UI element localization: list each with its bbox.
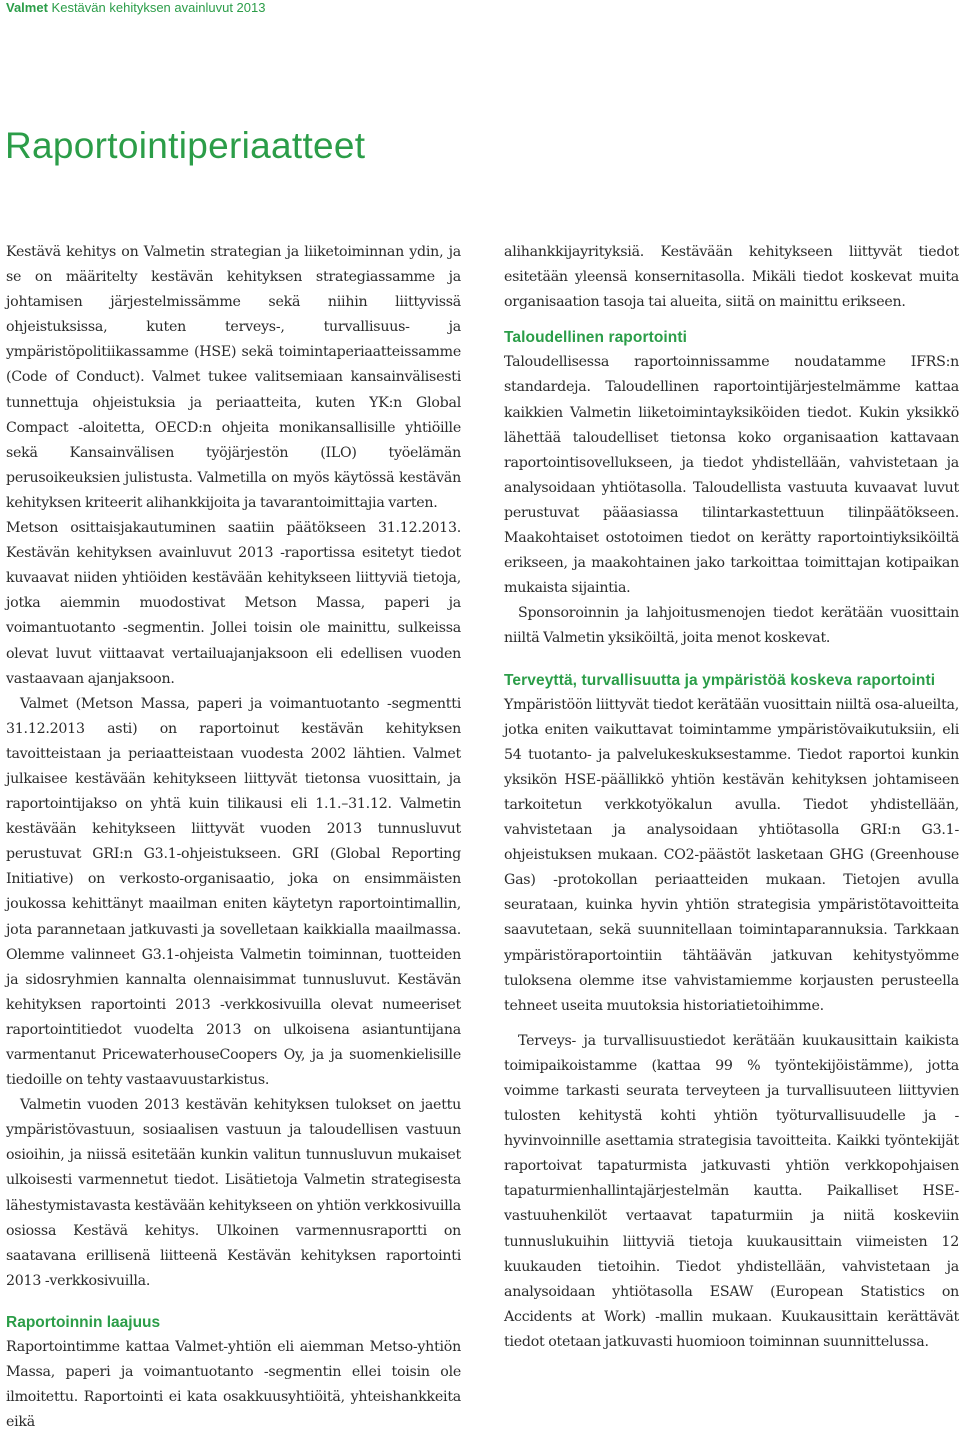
financial-paragraph: Taloudellisessa raportoinnissamme noudatamme IFRS:n standardeja. Taloudellinen raportointijärjestelmämme kattaa kaikkien Valmetin liiketoimintayksiköiden tiedot. Kukin yksikkö lähettää taloudelliset tietonsa koko organisaation kattavaan raportointisovellukseen, ja tiedot yhdistellään, vahvistetaan ja analysoidaan yhtiötasolla. Taloudellista vastuuta kuvaavat luvut perustuvat pääasiassa tilintarkastettuun tilinpäätökseen. Maakohtaiset ostotoimen tiedot on kerätty raportointiyksiköiltä erikseen, ja maakohtainen jako tarkoittaa toimittajan kotipaikan mukaista sijaintia. [504, 354, 959, 597]
results-paragraph: Valmetin vuoden 2013 kestävän kehityksen tulokset on jaettu ympäristövastuun, sosiaalisen vastuun ja taloudellisen vastuun osioihin, ja niissä esitetään kunkin valitun tunnusluvun mukaiset ulkoisesti varmennetut tiedot. Lisätietoja Valmetin strategisesta lähestymistavasta kestävään kehitykseen on yhtiön verkkosivuilla osiossa Kestävä kehitys. Ulkoinen varmennusraportti on saatavana erillisenä liitteenä Kestävän kehityksen raportointi 2013 -verkkosivuilla. [6, 1097, 461, 1289]
header-brand: Valmet [6, 0, 48, 15]
section-heading-hse: Terveyttä, turvallisuutta ja ympäristöä koskeva raportointi [504, 671, 936, 689]
continuation-paragraph: alihankkijayrityksiä. Kestävään kehitykseen liittyvät tiedot esitetään yleensä konsernitasolla. Mikäli tiedot koskevat muita organisaation tasoja tai alueita, siitä on mainittu erikseen. [504, 244, 959, 311]
scope-paragraph: Raportointimme kattaa Valmet-yhtiön eli aiemman Metso-yhtiön Massa, paperi ja voimantuotanto -segmentin ellei toisin ole ilmoitettu. Raportointi ei kata osakkuusyhtiöitä, yhteishankkeita eikä [6, 1339, 461, 1431]
page-title: Raportointiperiaatteet [5, 125, 366, 166]
section-heading-financial: Taloudellinen raportointi [504, 329, 688, 347]
environment-paragraph: Ympäristöön liittyvät tiedot kerätään vuosittain niiltä osa-alueilta, jotka eniten vaikuttavat toimintamme ympäristövaikutuksiin, eli 54 tuotanto- ja palvelukeskuksestamme. Tiedot raportoi kunkin yksikön HSE-päällikkö yhtiön kestävän kehityksen johtamiseen tarkoitetun verkkotyökalun avulla. Tiedot yhdistellään, vahvistetaan ja analysoidaan yhtiötasolla GRI:n G3.1-ohjeistuksen mukaan. CO2-päästöt lasketaan GHG (Greenhouse Gas) -protokollan periaatteiden mukaan. Tietojen avulla seurataan, kuinka hyvin yhtiön strategisia ympäristötavoitteita saavutetaan, sekä suunnitellaan toimintaparannuksia. Tarkkaan ympäristöraportointiin tähtäävän jatkuvan kehitystyömme tuloksena olemme itse vahvistamiemme korjausten perusteella tehneet useita muutoksia historiatietoihimme. [504, 696, 959, 1014]
sponsorship-paragraph: Sponsoroinnin ja lahjoitusmenojen tiedot kerätään vuosittain niiltä Valmetin yksiköiltä, joita menot koskevat. [504, 605, 959, 647]
running-header [6, 0, 265, 16]
header-subtitle: Kestävän kehityksen avainluvut 2013 [51, 0, 266, 15]
health-safety-paragraph: Terveys- ja turvallisuustiedot kerätään kuukausittain kaikista toimipaikoistamme (kattaa 99 % työntekijöistämme), jotta voimme tarkasti seurata terveyteen ja turvallisuuteen liittyvien tulosten kehitystä kohti yhtiön työturvallisuudelle ja -hyvinvoinnille asettamia strategisia tavoitteita. Kaikki työntekijät raportoivat tapaturmista jatkuvasti yhtiön verkkopohjaisen tapaturmienhallintajärjestelmän kautta. Paikalliset HSE-vastuuhenkilöt vertaavat tapaturmiin ja niitä koskeviin tunnuslukuihin liittyviä tietoja kuukausittain viimeisten 12 kuukauden tietoihin. Tiedot yhdistellään, vahvistetaan ja analysoidaan yhtiötasolla ESAW (European Statistics on Accidents at Work) -mallin mukaan. Kuukausittain kerättävät tiedot otetaan jatkuvasti huomioon toiminnan suunnittelussa. [504, 1032, 959, 1350]
right-column [504, 240, 959, 1355]
reporting-history-paragraph: Valmet (Metson Massa, paperi ja voimantuotanto -segmentti 31.12.2013 asti) on raportoinut kestävän kehityksen tavoitteistaan ja periaatteistaan vuodesta 2002 lähtien. Valmet julkaisee kestävään kehitykseen liittyvät tietonsa vuosittain, ja raportointijakso on yhtä kuin tilikausi eli 1.1.–31.12. Valmetin kestävään kehitykseen liittyvät vuoden 2013 tunnusluvut perustuvat GRI:n G3.1-ohjeistukseen. GRI (Global Reporting Initiative) on verkosto-organisaatio, joka on ensimmäisten joukossa kehittänyt maailman eniten käytetyn raportointimallin, jota parannetaan jatkuvasti ja sovelletaan kaikkialla maailmassa. Olemme valinneet G3.1-ohjeista Valmetin toiminnan, tuotteiden ja sidosryhmien kannalta olennaisimmat tunnusluvut. Kestävän kehityksen raportointi 2013 -verkkosivuilla olevat numeeriset raportointitiedot vuodelta 2013 on ulkoisena asiantuntijana varmentanut PricewaterhouseCoopers Oy, ja ja suomenkielisille tiedoille on tehty vastaavuustarkistus. [6, 695, 461, 1089]
demerger-paragraph: Metson osittaisjakautuminen saatiin päätökseen 31.12.2013. Kestävän kehityksen avainluvut 2013 -raportissa esitetyt tiedot kuvaavat niiden yhtiöiden kestävään kehitykseen liittyviä tietoja, jotka aiemmin muodostivat Metson Massa, paperi ja voimantuotanto -segmentin. Jollei toisin ole mainittu, sulkeissa olevat luvut viittaavat vertailuajanjaksoon eli edellisen vuoden vastaavaan ajanjaksoon. [6, 520, 461, 687]
section-heading-scope: Raportoinnin laajuus [6, 1313, 161, 1331]
intro-paragraph: Kestävä kehitys on Valmetin strategian ja liiketoiminnan ydin, ja se on määritelty kestävän kehityksen strategiassamme ja johtamisen järjestelmissämme sekä niihin liittyvissä ohjeistuksissa, kuten terveys-, turvallisuus- ja ympäristöpolitiikassamme (HSE) sekä toimintaperiaatteissamme (Code of Conduct). Valmet tukee valitsemiaan kansainvälisesti tunnettuja ohjeistuksia ja periaatteita, kuten YK:n Global Compact -aloitetta, OECD:n ohjeita monikansallisille yhtiöille sekä Kansainvälisen työjärjestön (ILO) työelämän perusoikeuksien julistusta. Valmetilla on myös käytössä kestävän kehityksen kriteerit alihankkijoita ja tavarantoimittajia varten. [6, 244, 461, 511]
left-column [6, 240, 461, 1435]
